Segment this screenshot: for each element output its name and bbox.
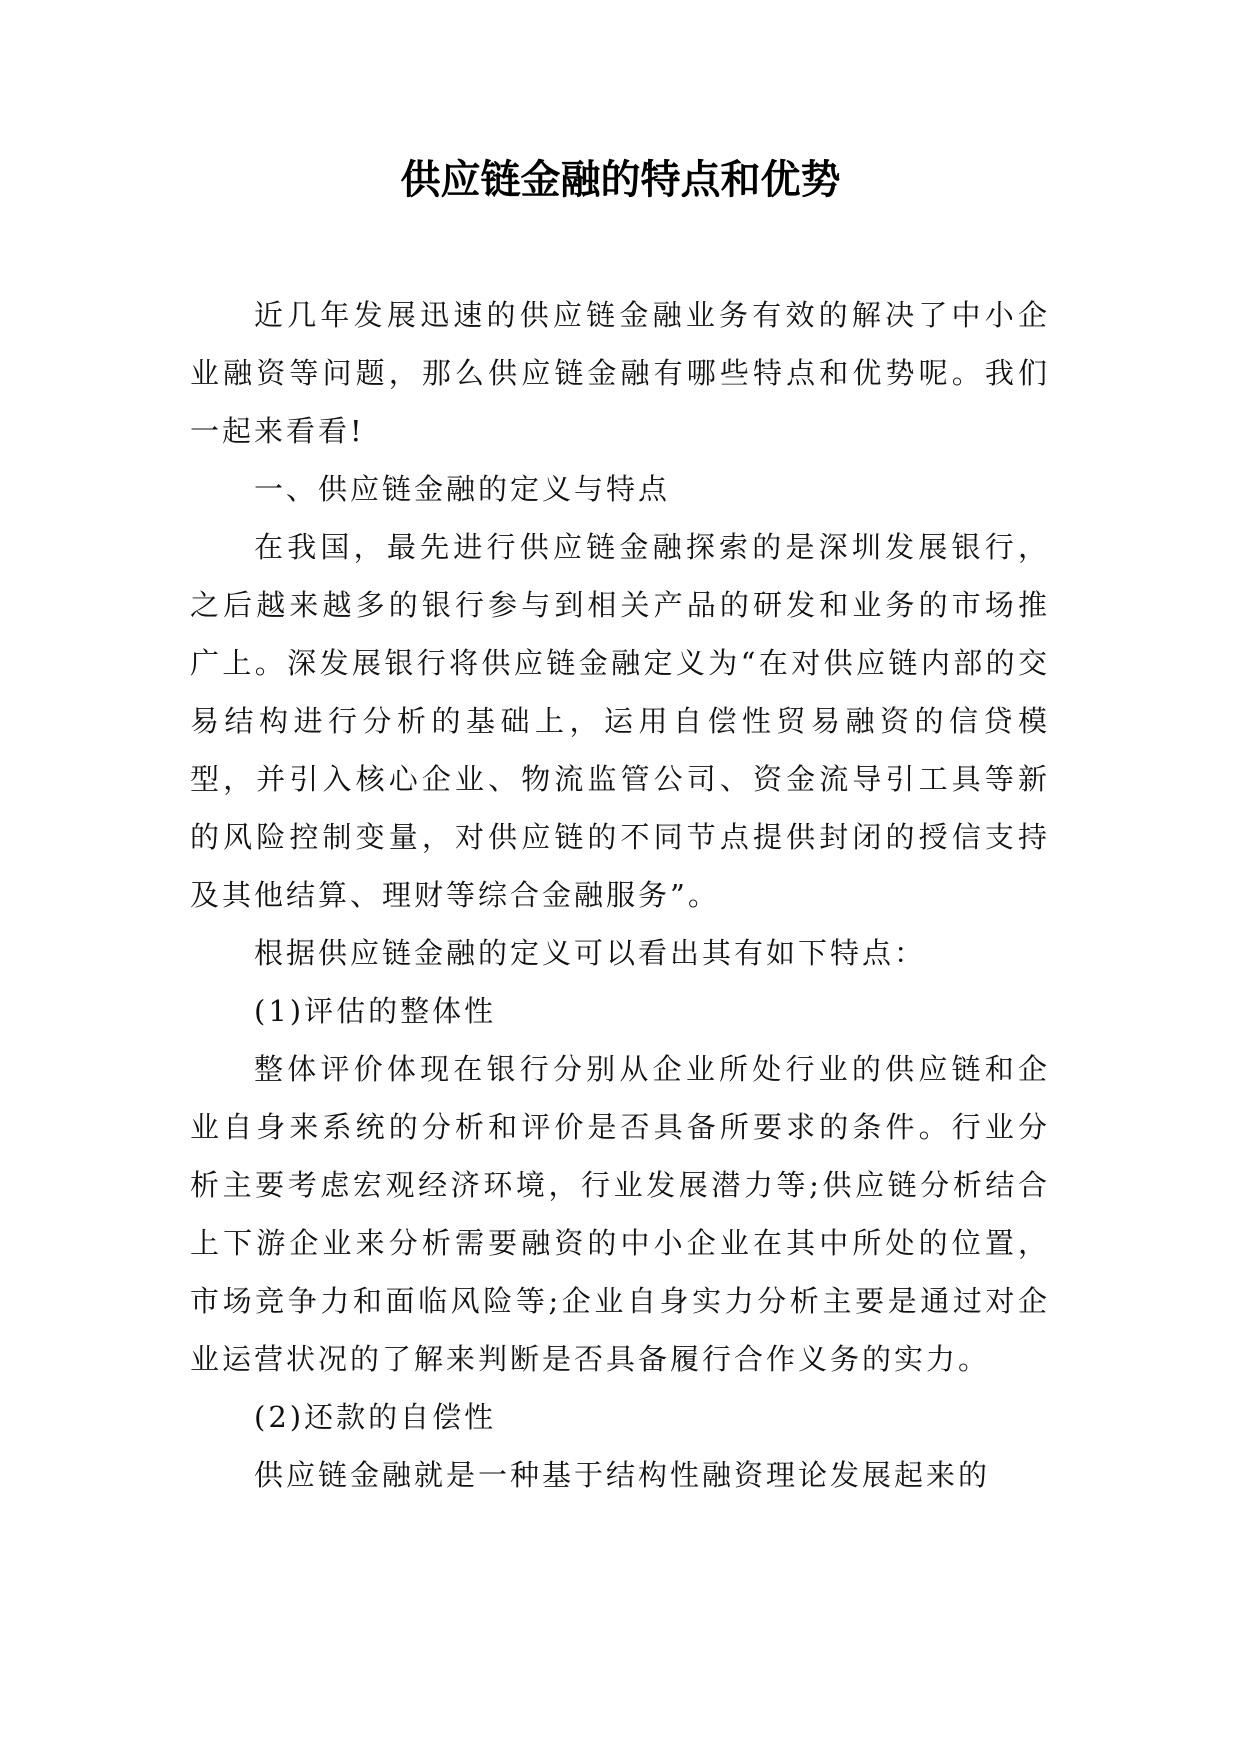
definition-paragraph: 在我国，最先进行供应链金融探索的是深圳发展银行，之后越来越多的银行参与到相关产品的研发和业务的市场推广上。深发展银行将供应链金融定义为“在对供应链内部的交易结构进行分析的基础上，运用自偿性贸易融资的信贷模型，并引入核心企业、物流监管公司、资金流导引工具等新的风险控制变量，对供应链的不同节点提供封闭的授信支持及其他结算、理财等综合金融服务”。 bbox=[190, 530, 1050, 912]
evaluation-paragraph: 整体评价体现在银行分别从企业所处行业的供应链和企业自身来系统的分析和评价是否具备所要求的条件。行业分析主要考虑宏观经济环境，行业发展潜力等;供应链分析结合上下游企业来分析需要融资的中小企业在其中所处的位置，市场竞争力和面临风险等;企业自身实力分析主要是通过对企业运营状况的了解来判断是否具备履行合作义务的实力。 bbox=[190, 1052, 1050, 1376]
repayment-paragraph: 供应链金融就是一种基于结构性融资理论发展起来的 bbox=[254, 1458, 991, 1492]
subheading-evaluation: (1)评估的整体性 bbox=[254, 994, 497, 1028]
features-intro-paragraph: 根据供应链金融的定义可以看出其有如下特点： bbox=[254, 936, 927, 970]
intro-paragraph: 近几年发展迅速的供应链金融业务有效的解决了中小企业融资等问题，那么供应链金融有哪些特点和优势呢。我们一起来看看! bbox=[190, 298, 1050, 448]
section-heading-definition: 一、供应链金融的定义与特点 bbox=[254, 472, 671, 506]
document-body bbox=[190, 286, 1050, 1504]
subheading-repayment: (2)还款的自偿性 bbox=[254, 1400, 497, 1434]
document-title: 供应链金融的特点和优势 bbox=[400, 157, 841, 203]
